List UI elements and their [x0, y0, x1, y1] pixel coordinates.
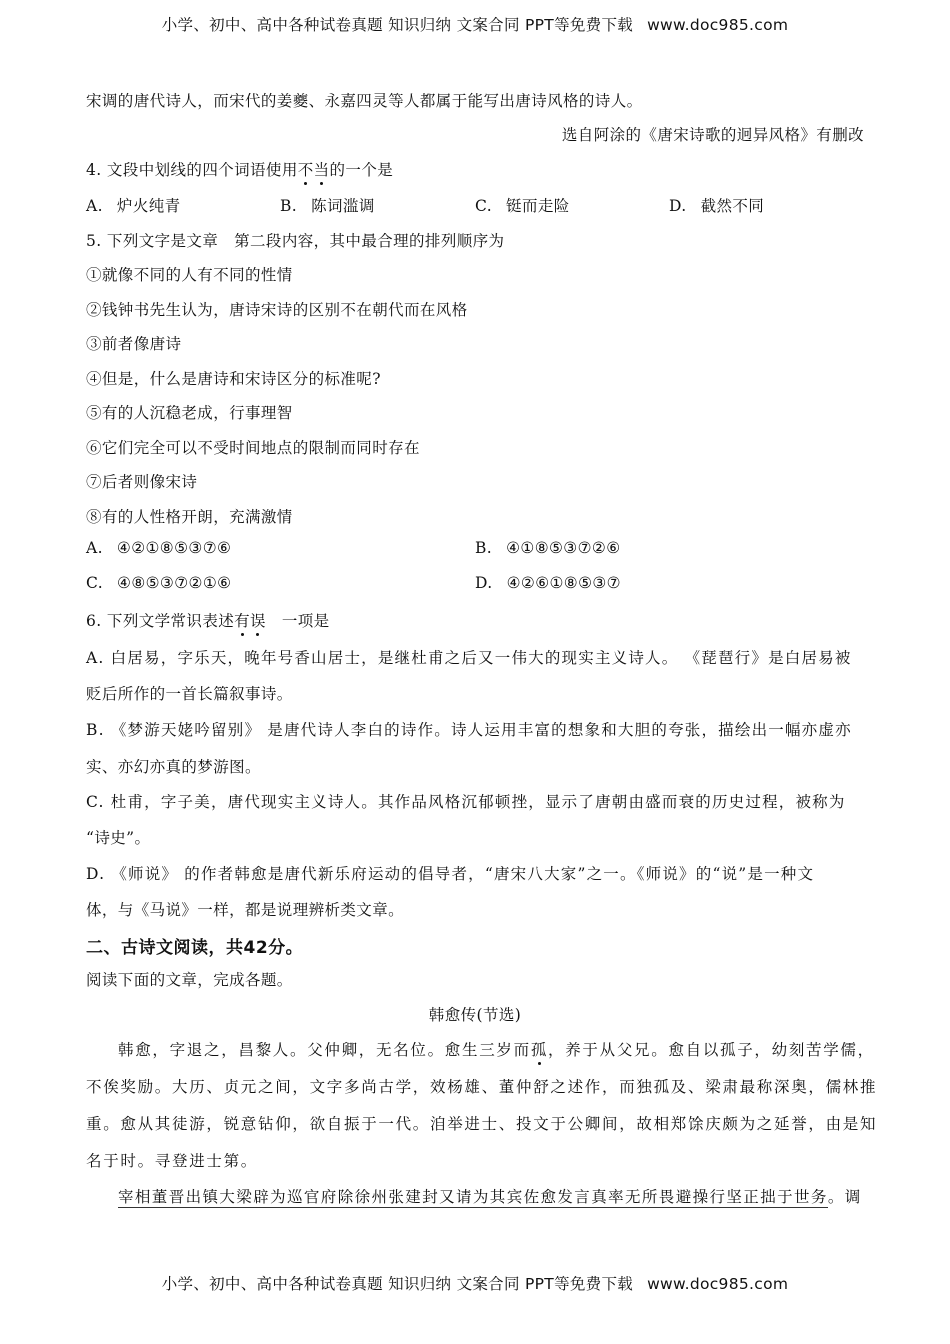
q4-option-b[interactable]	[280, 194, 375, 216]
reading-instruction: 阅读下面的文章，完成各题。	[86, 971, 293, 989]
question-5-stem: 5. 下列文字是文章 第二段内容，其中最合理的排列顺序为	[86, 232, 505, 250]
option-text: ④①⑧⑤③⑦②⑥	[506, 539, 621, 557]
question-4-stem	[86, 158, 393, 180]
q5-option-c[interactable]	[86, 574, 231, 592]
option-key: D.	[475, 574, 493, 592]
q5-item: ②钱钟书先生认为，唐诗宋诗的区别不在朝代而在风格	[86, 301, 468, 319]
header-text: 小学、初中、高中各种试卷真题 知识归纳 文案合同 PPT等免费下载	[161, 16, 634, 34]
emphasis-dot-char: 误	[250, 609, 266, 631]
option-key: B.	[280, 197, 298, 215]
passage-line	[118, 1185, 862, 1207]
emphasis-dot-char: 孤	[531, 1038, 548, 1060]
q5-item: ④但是，什么是唐诗和宋诗区分的标准呢?	[86, 370, 381, 388]
option-text: 铤而走险	[506, 197, 570, 215]
q5-item: ⑤有的人沉稳老成，行事理智	[86, 404, 293, 422]
q6-stem-end: 一项是	[265, 612, 330, 630]
underlined-sentence: 宰相董晋出镇大梁辟为巡官府除徐州张建封又请为其宾佐愈发言真率无所畏避操行坚正拙于世务	[118, 1188, 828, 1206]
q5-item: ⑦后者则像宋诗	[86, 473, 198, 491]
q6-option-d-cont: 体，与《马说》一样，都是说理辨析类文章。	[86, 901, 405, 919]
option-text: ④②⑥①⑧⑤③⑦	[506, 574, 621, 592]
q4-stem-start: 4. 文段中划线的四个词语使用	[86, 161, 298, 179]
intro-line: 宋调的唐代诗人，而宋代的姜夔、永嘉四灵等人都属于能写出唐诗风格的诗人。	[86, 92, 643, 110]
option-key: C.	[475, 197, 493, 215]
option-text: 炉火纯青	[116, 197, 181, 215]
option-text: 截然不同	[700, 197, 765, 215]
q6-option-a-cont: 贬后所作的一首长篇叙事诗。	[86, 685, 293, 703]
q5-option-a[interactable]	[86, 539, 231, 557]
page-footer	[0, 1272, 950, 1294]
footer-text: 小学、初中、高中各种试卷真题 知识归纳 文案合同 PPT等免费下载	[161, 1275, 634, 1293]
q5-item: ⑧有的人性格开朗，充满激情	[86, 508, 293, 526]
passage-text: ，养于从父兄。愈自以孤子，幼刻苦学儒，	[548, 1041, 875, 1059]
q5-option-d[interactable]	[475, 574, 621, 592]
option-key: A.	[86, 197, 103, 215]
passage-line: 名于时。寻登进士第。	[86, 1152, 259, 1170]
option-text: ④②①⑧⑤③⑦⑥	[116, 539, 232, 557]
option-text: ④⑧⑤③⑦②①⑥	[117, 574, 232, 592]
q6-option-b[interactable]: B. 《梦游天姥吟留别》 是唐代诗人李白的诗作。诗人运用丰富的想象和大胆的夸张，描绘出一幅亦虚亦	[86, 721, 852, 739]
header-site-link[interactable]: www.doc985.com	[647, 16, 789, 34]
option-text: 陈词滥调	[311, 197, 375, 215]
q6-option-c-cont: “诗史”。	[86, 829, 151, 847]
q4-option-c[interactable]	[475, 194, 570, 216]
q5-option-b[interactable]	[475, 539, 621, 557]
q5-item: ①就像不同的人有不同的性情	[86, 266, 293, 284]
page-header	[0, 13, 950, 35]
footer-site-link[interactable]: www.doc985.com	[647, 1275, 789, 1293]
passage-line: 不俟奖励。大历、贞元之间，文字多尚古学，效杨雄、董仲舒之述作，而独孤及、梁肃最称深奥，儒林推	[86, 1078, 878, 1096]
q6-stem-start: 6. 下列文学常识表述	[86, 612, 235, 630]
passage-line: 重。愈从其徒游，锐意钻仰，欲自振于一代。洎举进士、投文于公卿间，故相郑馀庆颇为之延誉，由是知	[86, 1115, 878, 1133]
passage-line	[118, 1038, 875, 1060]
option-key: B.	[475, 539, 493, 557]
q6-option-a[interactable]: A. 白居易，字乐天，晚年号香山居士，是继杜甫之后又一伟大的现实主义诗人。 《琵琶行》是白居易被	[86, 649, 852, 667]
q4-option-d[interactable]	[669, 194, 764, 216]
emphasis-dot-char: 不	[298, 158, 314, 180]
q4-option-a[interactable]	[86, 194, 181, 216]
q4-stem-end: 的一个是	[329, 161, 394, 179]
passage-title: 韩愈传(节选)	[428, 1006, 522, 1024]
passage-text: 。调	[827, 1188, 862, 1206]
q5-item: ③前者像唐诗	[86, 335, 182, 353]
q6-option-d[interactable]: D. 《师说》 的作者韩愈是唐代新乐府运动的倡导者，“唐宋八大家”之一。《师说》的“说”是一种文	[86, 865, 815, 883]
emphasis-dot-char: 有	[234, 609, 250, 631]
option-key: A.	[86, 539, 103, 557]
question-6-stem	[86, 609, 330, 631]
passage-text: 韩愈，字退之，昌黎人。父仲卿，无名位。愈生三岁而	[118, 1041, 531, 1059]
q5-item: ⑥它们完全可以不受时间地点的限制而同时存在	[86, 439, 420, 457]
emphasis-dot-char: 当	[314, 158, 330, 180]
section-heading: 二、古诗文阅读，共42分。	[86, 938, 304, 958]
option-key: D.	[669, 197, 687, 215]
source-citation: 选自阿涂的《唐宋诗歌的迥异风格》有删改	[561, 126, 864, 144]
option-key: C.	[86, 574, 104, 592]
q6-option-b-cont: 实、亦幻亦真的梦游图。	[86, 758, 261, 776]
q6-option-c[interactable]: C. 杜甫，字子美，唐代现实主义诗人。其作品风格沉郁顿挫，显示了唐朝由盛而衰的历史过程，被称为	[86, 793, 846, 811]
